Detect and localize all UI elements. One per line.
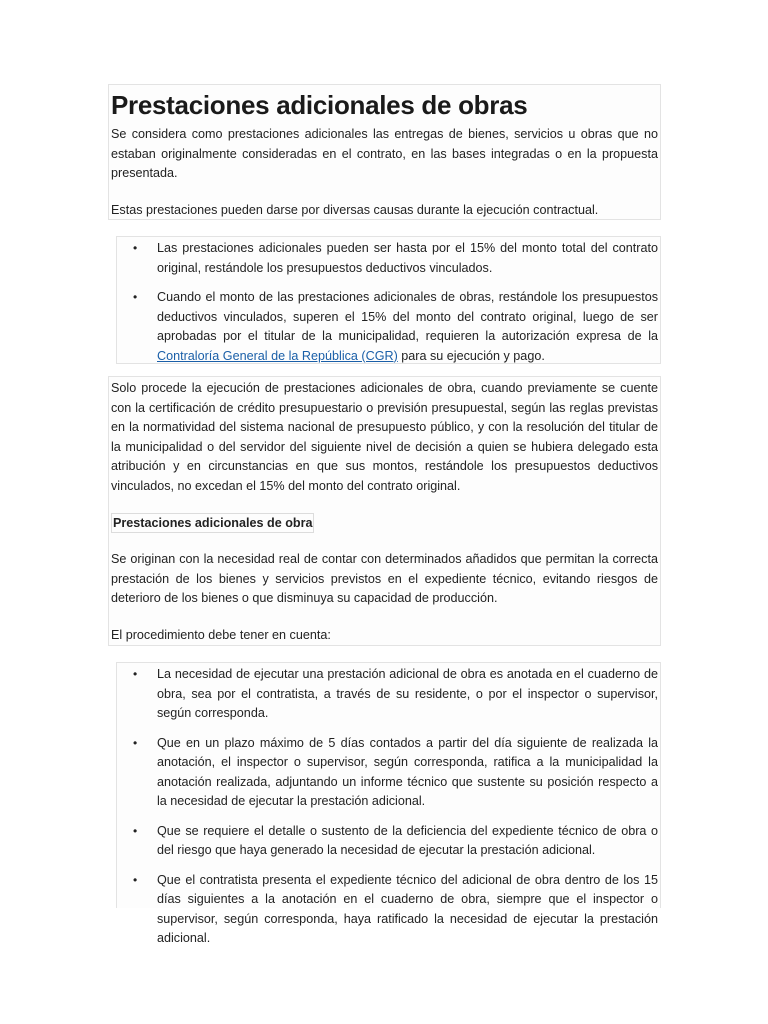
list-item-text: La necesidad de ejecutar una prestación adicional de obra es anotada en el cuaderno de obra, sea por el contratista, a través de su residente, o por el inspector o supervisor, según corresponda. bbox=[157, 667, 658, 720]
bullet-list-2 bbox=[116, 662, 661, 945]
bullet-icon: • bbox=[133, 667, 138, 681]
list-item-text: Cuando el monto de las prestaciones adicionales de obras, restándole los presupuestos deductivos vinculados, superen el 15% del monto del contrato original, luego de ser aprobadas por el titular de la municipalidad, requieren la autorización expresa de la bbox=[157, 290, 658, 343]
spacer bbox=[111, 609, 658, 626]
document bbox=[108, 84, 661, 945]
bullet-icon: • bbox=[133, 872, 138, 887]
list-item bbox=[117, 871, 658, 949]
section-paragraph-3: El procedimiento debe tener en cuenta: bbox=[111, 627, 331, 642]
page-title: Prestaciones adicionales de obras bbox=[111, 90, 528, 120]
list-item bbox=[117, 288, 658, 366]
list-item-text: Que en un plazo máximo de 5 días contados a partir del día siguiente de realizada la anotación, el inspector o supervisor, según corresponda, ratifica a la municipalidad la anotación realizada, adjuntando un informe técnico que sustente su posición respecto a la necesidad de ejecutar la prestación adicional. bbox=[157, 735, 658, 808]
bullet-icon: • bbox=[133, 823, 138, 838]
section-paragraph-1: Solo procede la ejecución de prestaciones adicionales de obra, cuando previamente se cuente con la certificación de crédito presupuestario o previsión presupuestal, según las reglas previstas en la normatividad del sistema nacional de presupuesto público, y con la resolución del titular de la municipalidad o del servidor del siguiente nivel de decisión a quien se hubiera delegado esta atribución y en circunstancias en que sus montos, restándole los presupuestos deductivos vinculados, no excedan el 15% del monto del contrato original. bbox=[111, 381, 658, 493]
cgr-link[interactable]: Contraloría General de la República (CGR) bbox=[157, 348, 398, 363]
intro-paragraph-1: Se considera como prestaciones adicionales las entregas de bienes, servicios u obras que no estaban originalmente consideradas en el contrato, en las bases integradas o en la propuesta presentada. bbox=[111, 127, 658, 180]
procedure-section bbox=[108, 376, 661, 646]
list-item bbox=[117, 822, 658, 861]
spacer bbox=[111, 184, 658, 201]
bullet-icon: • bbox=[133, 290, 138, 304]
list-item bbox=[117, 734, 658, 812]
section-paragraph-2: Se originan con la necesidad real de contar con determinados añadidos que permitan la correcta prestación de los bienes y servicios previstos en el expediente técnico, evitando riesgos de deterioro de los bienes o que disminuya su capacidad de producción. bbox=[111, 552, 658, 605]
list-item-text: Las prestaciones adicionales pueden ser hasta por el 15% del monto total del contrato original, restándole los presupuestos deductivos vinculados. bbox=[157, 241, 658, 275]
spacer bbox=[111, 533, 658, 550]
list-item-text-end: para su ejecución y pago. bbox=[397, 348, 545, 363]
list-item bbox=[117, 665, 658, 724]
intro-paragraph-2: Estas prestaciones pueden darse por diversas causas durante la ejecución contractual. bbox=[111, 202, 599, 217]
list-item-text: Que se requiere el detalle o sustento de la deficiencia del expediente técnico de obra o del riesgo que haya generado la necesidad de ejecutar la prestación adicional. bbox=[157, 823, 658, 857]
spacer bbox=[111, 496, 658, 513]
bullet-icon: • bbox=[133, 735, 138, 750]
bullet-icon: • bbox=[133, 241, 138, 255]
intro-section bbox=[108, 84, 661, 220]
list-item-text: Que el contratista presenta el expediente técnico del adicional de obra dentro de los 15 días siguientes a la anotación en el cuaderno de obra, siempre que el inspector o supervisor, según corresponda, haya ratificado la necesidad de ejecutar la prestación adicional. bbox=[157, 872, 658, 945]
list-item bbox=[117, 239, 658, 278]
bullet-list-1 bbox=[116, 236, 661, 364]
section-subheading: Prestaciones adicionales de obra bbox=[111, 513, 314, 533]
